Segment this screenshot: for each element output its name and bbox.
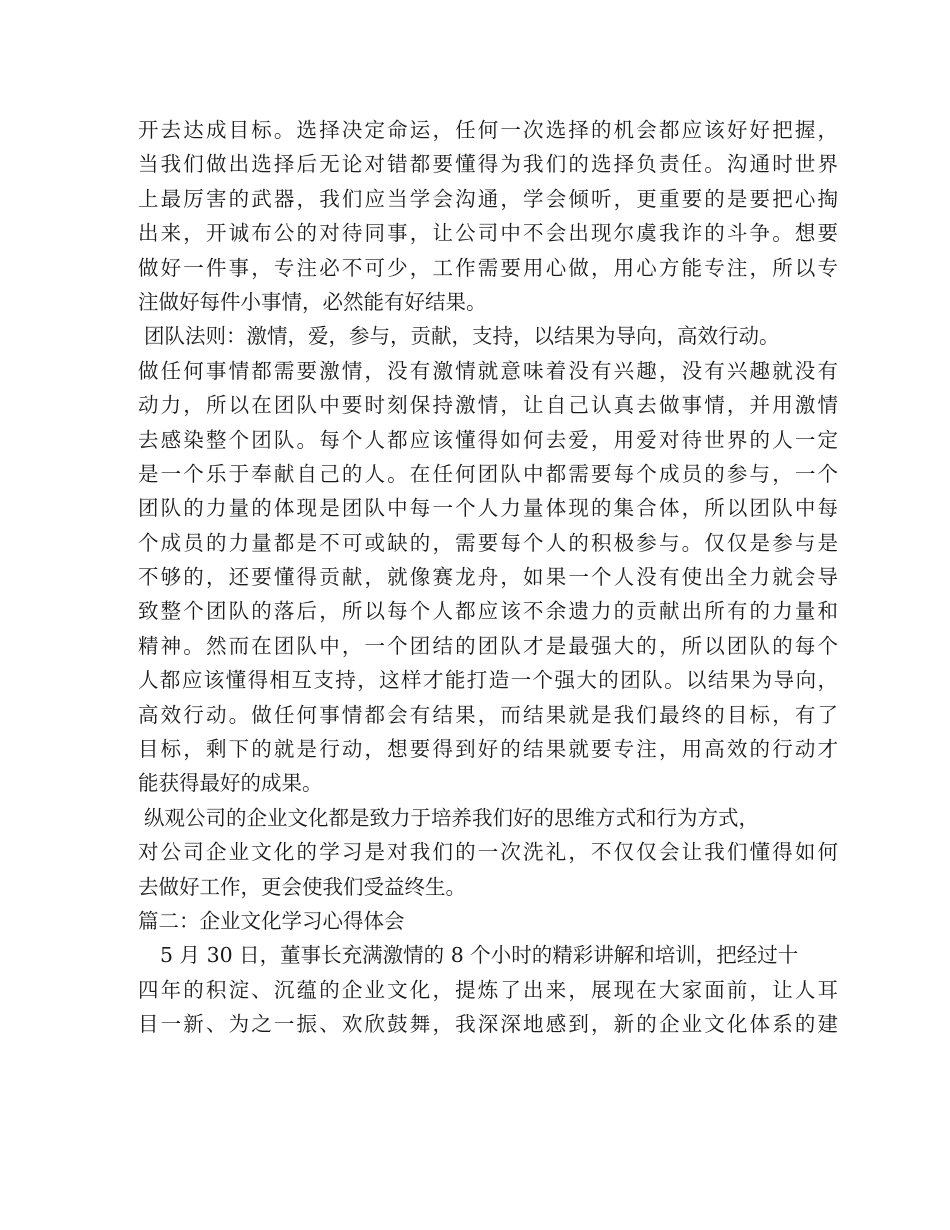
text-line: 去做好工作，更会使我们受益终生。 (138, 874, 466, 899)
text-line: 人都应该懂得相互支持，这样才能打造一个强大的团队。以结果为导向， (138, 668, 838, 693)
text-line: 团队法则：激情，爱，参与，贡献，支持，以结果为导向，高效行动。 (144, 324, 780, 349)
text-line: 目标，剩下的就是行动，想要得到好的结果就要专注，用高效的行动才 (138, 737, 838, 762)
text-line: 纵观公司的企业文化都是致力于培养我们好的思维方式和行为方式， (144, 805, 759, 830)
text-line: 做任何事情都需要激情，没有激情就意味着没有兴趣，没有兴趣就没有 (138, 358, 838, 383)
text-line: 对公司企业文化的学习是对我们的一次洗礼，不仅仅会让我们懂得如何 (138, 840, 838, 865)
text-line: 团队的力量的体现是团队中每一个人力量体现的集合体，所以团队中每 (138, 496, 838, 521)
text-line: 个成员的力量都是不可或缺的，需要每个人的积极参与。仅仅是参与是 (138, 530, 838, 555)
text-line: 四年的积淀、沉蕴的企业文化，提炼了出来，展现在大家面前，让人耳 (138, 977, 838, 1002)
text-line: 去感染整个团队。每个人都应该懂得如何去爱，用爱对待世界的人一定 (138, 427, 838, 452)
text-line: 篇二：企业文化学习心得体会 (138, 908, 405, 933)
text-line: 不够的，还要懂得贡献，就像赛龙舟，如果一个人没有使出全力就会导 (138, 565, 838, 590)
text-line: 上最厉害的武器，我们应当学会沟通，学会倾听，更重要的是要把心掏 (138, 186, 838, 211)
text-line: 高效行动。做任何事情都会有结果，而结果就是我们最终的目标，有了 (138, 702, 838, 727)
text-line: 致整个团队的落后，所以每个人都应该不余遗力的贡献出所有的力量和 (138, 599, 838, 624)
text-line: 是一个乐于奉献自己的人。在任何团队中都需要每个成员的参与，一个 (138, 461, 838, 486)
text-line: 目一新、为之一振、欢欣鼓舞，我深深地感到，新的企业文化体系的建 (138, 1012, 838, 1037)
text-line: 开去达成目标。选择决定命运，任何一次选择的机会都应该好好把握， (138, 118, 838, 142)
text-line: 注做好每件小事情，必然能有好结果。 (138, 289, 487, 314)
text-line: 能获得最好的成果。 (138, 771, 323, 796)
text-line: 做好一件事，专注必不可少，工作需要用心做，用心方能专注，所以专 (138, 255, 838, 280)
text-line: 当我们做出选择后无论对错都要懂得为我们的选择负责任。沟通时世界 (138, 152, 838, 177)
text-line: 5 月 30 日，董事长充满激情的 8 个小时的精彩讲解和培训，把经过十 (160, 943, 799, 968)
document-body-text (138, 113, 838, 1042)
text-line: 动力，所以在团队中要时刻保持激情，让自己认真去做事情，并用激情 (138, 393, 838, 418)
text-line: 出来，开诚布公的对待同事，让公司中不会出现尔虞我诈的斗争。想要 (138, 221, 838, 246)
text-line: 精神。然而在团队中，一个团结的团队才是最强大的，所以团队的每个 (138, 633, 838, 658)
